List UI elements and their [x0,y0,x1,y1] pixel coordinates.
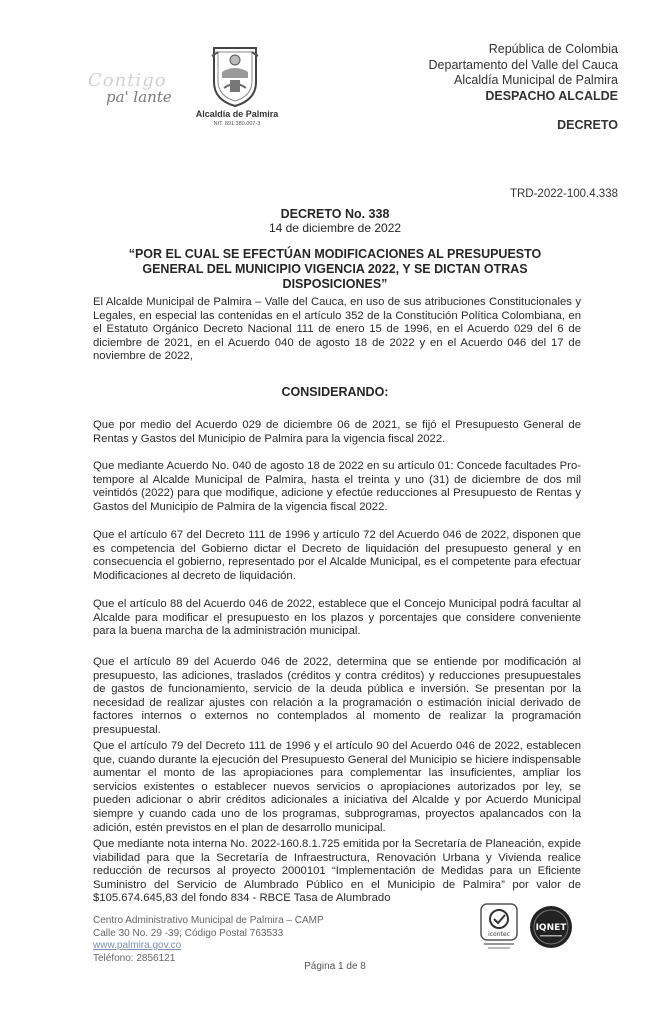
icontec-certification-icon [478,902,520,952]
considerando-paragraph-3: Que el artículo 67 del Decreto 111 de 1996 y artículo 72 del Acuerdo 046 de 2022, disponen que es competencia del Gobierno dictar el Decreto de liquidación del presupuesto general y en consecuencia el gobierno, representado por el Alcalde Municipal, es el competente para efectuar Modificaciones al decreto de liquidación. [93,529,581,582]
footer-address [93,915,324,965]
considerando-paragraph-1: Que por medio del Acuerdo 029 de diciembre 06 de 2021, se fijó el Presupuesto General de Rentas y Gastos del Municipio de Palmira para la vigencia fiscal 2022. [93,419,581,445]
footer-website-link[interactable]: www.palmira.gov.co [93,940,182,951]
alcaldia-name: Alcaldía de Palmira [195,109,279,119]
department-line: Departamento del Valle del Cauca [428,57,618,72]
considerando-paragraph-5: Que el artículo 89 del Acuerdo 046 de 2022, determina que se entiende por modificación al presupuesto, las adiciones, traslados (créditos y contra créditos) y reducciones presupuestales de gastos de funcionamiento, servicio de la deuda pública e inversión. Se presentan por la necesidad de realizar ajustes con relación a la programación o estimación inicial derivado de factores internos o externos no contemplados al momento de realizar la programación presupuestal. [93,656,581,736]
considerando-paragraph-2: Que mediante Acuerdo No. 040 de agosto 18 de 2022 en su artículo 01: Concede facultades Pro-tempore al Alcalde Municipal de Palmira, hasta el treinta y uno (31) de diciembre de dos mil veintidós (2022) para que modifique, adicione y efectúe reducciones al Presupuesto de Rentas y Gastos del Municipio de Palmira de la vigencia fiscal 2022. [93,460,581,513]
icontec-label: icontec [488,931,510,938]
document-type: DECRETO [557,118,618,132]
slogan-script-text: pa' lante [106,88,172,106]
iqnet-certification-icon [528,904,574,950]
coat-of-arms-icon [210,44,260,108]
footer-line-1: Centro Administrativo Municipal de Palmira – CAMP [93,915,324,926]
considerando-paragraph-4: Que el artículo 88 del Acuerdo 046 de 2022, establece que el Concejo Municipal podrá facultar al Alcalde para modificar el presupuesto en los plazos y porcentajes que considere conveniente para la buena marcha de la administración municipal. [93,598,581,638]
decree-title: “POR EL CUAL SE EFECTÚAN MODIFICACIONES AL PRESUPUESTO GENERAL DEL MUNICIPIO VIGENCIA 2022, Y SE DICTAN OTRAS DISPOSICIONES” [128,247,542,291]
header-institution-block [429,42,618,104]
slogan-faded-text: Contigo [88,70,167,91]
considerando-heading: CONSIDERANDO: [281,385,389,399]
slogan-logo [88,70,198,110]
preamble-paragraph: El Alcalde Municipal de Palmira – Valle del Cauca, en uso de sus atribuciones Constitucionales y Legales, en especial las contenidas en el artículo 352 de la Constitución Política Colombiana, en el Estatuto Orgánico Decreto Nacional 111 de enero 15 de 1996, en el Acuerdo 029 del 6 de diciembre de 2021, en el Acuerdo 040 de agosto 18 de 2022 y en el Acuerdo 046 del 17 de noviembre de 2022, [93,296,581,363]
iqnet-label: IQNET [535,923,567,933]
considerando-paragraph-6: Que el artículo 79 del Decreto 111 de 1996 y el artículo 90 del Acuerdo 046 de 2022, establecen que, cuando durante la ejecución del Presupuesto General del Municipio se hiciere indispensable aumentar el monto de las apropiaciones para complementar las insuficientes, ampliar los servicios existentes o establecer nuevos servicios o apropiaciones autorizados por ley, se pueden adicionar o abrir créditos adicionales a iniciativa del Alcalde y por Acuerdo Municipal siempre y cuando cada uno de los programas, subprogramas, proyectos apalancados con la adición, estén previstos en el plan de desarrollo municipal. [93,740,581,834]
alcaldia-nit: NIT. 891.380.007-3 [213,121,261,127]
country-line: República de Colombia [488,42,618,56]
decree-number: DECRETO No. 338 [280,207,390,221]
considerando-paragraph-7: Que mediante nota interna No. 2022-160.8.1.725 emitida por la Secretaría de Planeación, expide viabilidad para que la Secretaría de Infraestructura, Renovación Urbana y Vivienda realice reducción de recursos al proyecto 2000101 “Implementación de Medidas para un Eficiente Suministro del Servicio de Alumbrado Público en el Municipio de Palmira” por valor de $105.674.645,83 del fondo 834 - RBCE Tasa de Alumbrado [93,838,581,905]
decree-date: 14 de diciembre de 2022 [268,221,402,235]
footer-line-2: Calle 30 No. 29 -39; Código Postal 763533 [93,927,284,939]
trd-code: TRD-2022-100.4.338 [509,188,618,200]
municipality-line: Alcaldía Municipal de Palmira [454,73,618,87]
office-line: DESPACHO ALCALDE [485,88,618,103]
footer-phone: Teléfono: 2856121 [93,952,176,964]
page-number: Página 1 de 8 [304,961,366,972]
